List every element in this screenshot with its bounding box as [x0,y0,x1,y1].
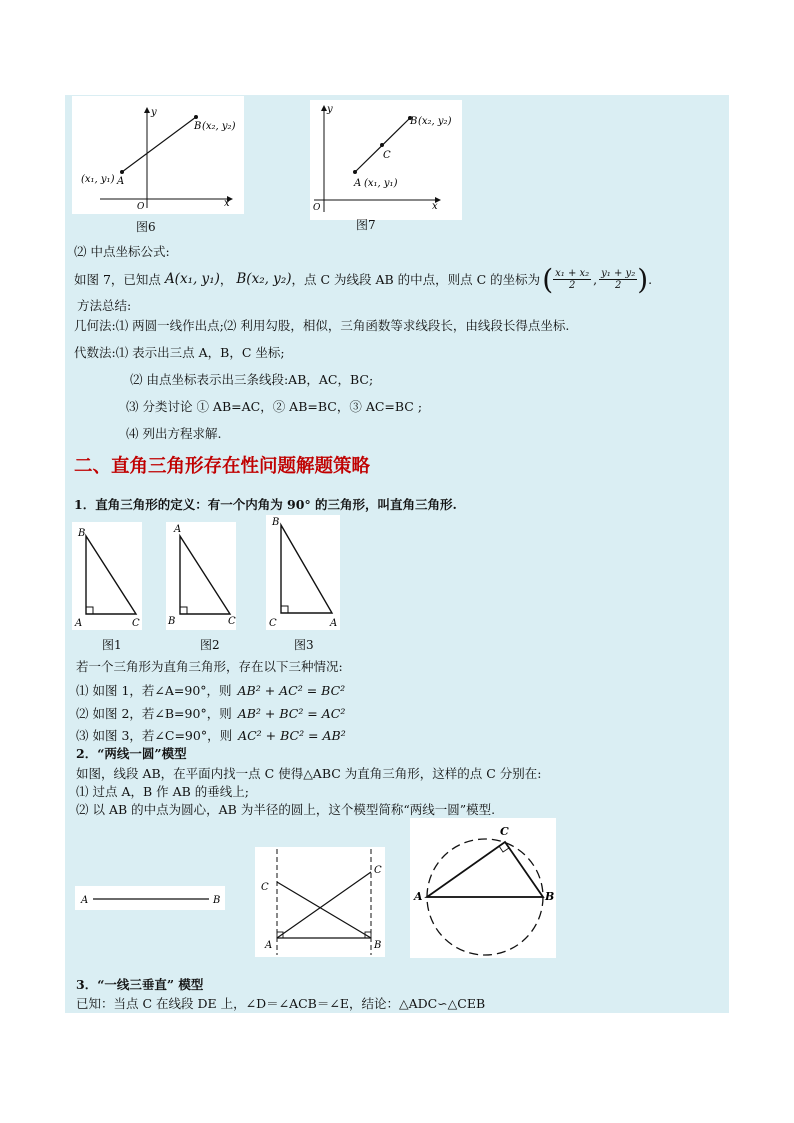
triangle-3-svg [266,515,340,630]
case-2-text: ⑵ 如图 2，若∠B=90°，则 [76,706,232,721]
vertex-left-label: A [75,618,83,629]
fraction-x [553,268,591,291]
figure-6 [72,96,244,214]
triangle-figure-1 [72,522,142,630]
point-b-coord: (x₂, y₂) [202,121,236,132]
b-label: B [545,890,555,903]
origin-label: O [313,203,321,213]
point-a-label: A [354,178,362,189]
left-c-label: C [261,882,269,893]
x-axis-label: x [224,198,230,209]
model-2-point-2: ⑵ 以 AB 的中点为圆心，AB 为半径的圆上，这个模型简称“两线一圆”模型. [76,802,496,817]
fraction-x-numerator: x₁ + x₂ [555,267,590,279]
method-algebra: 代数法:⑴ 表示出三点 A，B，C 坐标; [74,345,285,360]
a-label: A [414,890,423,903]
fraction-y [599,268,637,291]
triangle-1-svg [72,522,142,630]
triangle-2-caption: 图2 [200,638,220,652]
method-step-2: ⑵ 由点坐标表示出三条线段:AB，AC，BC; [130,372,374,387]
method-step-4: ⑷ 列出方程求解. [126,426,222,441]
y-axis-label: y [327,104,333,115]
model-3-title: 3．“一线三垂直” 模型 [76,977,204,992]
case-2 [76,706,345,722]
triangle-figure-3 [266,515,340,630]
content-panel [65,95,729,1013]
model-2-title: 2．“两线一圆”模型 [76,746,187,761]
triangle-1-caption: 图1 [102,638,122,652]
point-b-label: B [194,121,202,132]
case-1-equation: AB² + AC² = BC² [237,683,346,698]
vertex-left-label: B [168,616,176,627]
model-3-text: 已知：当点 C 在线段 DE 上，∠D＝∠ACB＝∠E，结论：△ADC∽△CEB [76,996,486,1011]
midpoint-title: ⑵ 中点坐标公式: [74,244,170,259]
circle-svg [410,818,556,958]
figure-7-caption: 图7 [356,218,376,232]
vertex-top-label: B [272,517,280,528]
point-a-expr: A(x₁, y₁) [164,271,220,287]
point-b-expr: B(x₂, y₂) [236,271,292,287]
x-axis-label: x [432,201,438,212]
case-1-text: ⑴ 如图 1，若∠A=90°，则 [76,683,232,698]
case-3-text: ⑶ 如图 3，若∠C=90°，则 [76,728,233,743]
right-c-label: C [374,865,382,876]
point-a-coord: (x₁, y₁) [364,178,398,189]
section-heading: 二、直角三角形存在性问题解题策略 [74,456,371,477]
left-paren: ( [542,262,554,296]
vertex-left-label: C [269,618,277,629]
fraction-y-numerator: y₁ + y₂ [601,267,636,279]
point-b [194,115,198,119]
figure-7 [310,100,462,220]
a-label: A [265,940,273,951]
segment-ab [122,117,196,172]
method-title: 方法总结: [77,298,132,313]
right-angle-mark [86,607,93,614]
segment-figure [75,886,225,910]
triangle-1 [86,536,136,614]
point-b-label: B [410,116,418,127]
b-label: B [374,940,382,951]
segment-ca [277,872,371,938]
coordinate-plot-7 [310,100,462,220]
triangle-3-caption: 图3 [294,638,314,652]
origin-label: O [137,202,145,212]
right-paren: ) [637,262,649,296]
vertex-top-label: B [78,528,86,539]
vertex-right-label: C [228,616,236,627]
point-c-label: C [383,150,391,161]
point-a [120,170,124,174]
triangle-2 [180,536,230,614]
point-b-coord: (x₂, y₂) [418,116,452,127]
segment-b-label: B [213,895,221,906]
midpoint-formula-line [74,263,652,295]
separator: ， [219,272,233,287]
two-lines-figure [255,847,385,957]
right-angle-mark [180,607,187,614]
segment-a-label: A [81,895,89,906]
method-geometry: 几何法:⑴ 两圆一线作出点;⑵ 利用勾股，相似，三角函数等求线段长，由线段长得点坐标. [74,318,570,333]
y-axis-label: y [151,107,157,118]
rt-definition: 1．直角三角形的定义：有一个内角为 90° 的三角形，叫直角三角形. [74,497,457,512]
point-a-coord: (x₁, y₁) [81,174,115,185]
segment-svg [75,886,225,910]
model-2-point-1: ⑴ 过点 A，B 作 AB 的垂线上; [76,784,250,799]
coordinate-plot-6 [72,96,244,214]
triangle-figure-2 [166,522,236,630]
model-2-intro: 如图，线段 AB，在平面内找一点 C 使得△ABC 为直角三角形，这样的点 C 分别在: [76,766,542,781]
vertex-right-label: C [132,618,140,629]
midpoint-text-mid: ，点 C 为线段 AB 的中点，则点 C 的坐标为 [291,272,541,287]
period: . [648,271,653,287]
point-a [353,170,357,174]
comma: , [593,271,598,287]
point-a-label: A [117,176,125,187]
right-angle-mark [281,606,288,613]
triangle-3 [281,525,332,613]
two-lines-svg [255,847,385,957]
circle-figure [410,818,556,958]
vertex-top-label: A [174,524,182,535]
cases-intro: 若一个三角形为直角三角形，存在以下三种情况: [76,659,343,674]
fraction-y-denominator: 2 [615,279,622,291]
figure-6-caption: 图6 [136,220,156,234]
method-step-3: ⑶ 分类讨论 ① AB=AC，② AB=BC，③ AC=BC ; [126,399,423,414]
case-2-equation: AB² + BC² = AC² [237,706,346,721]
triangle-2-svg [166,522,236,630]
point-c [380,143,384,147]
vertex-right-label: A [330,618,338,629]
case-3-equation: AC² + BC² = AB² [238,728,346,743]
case-3 [76,728,346,744]
inscribed-triangle [427,842,543,897]
fraction-x-denominator: 2 [568,279,576,291]
case-1 [76,683,345,699]
midpoint-text-pre: 如图 7，已知点 [74,272,161,287]
segment-cb [277,882,371,938]
c-label: C [500,825,509,838]
